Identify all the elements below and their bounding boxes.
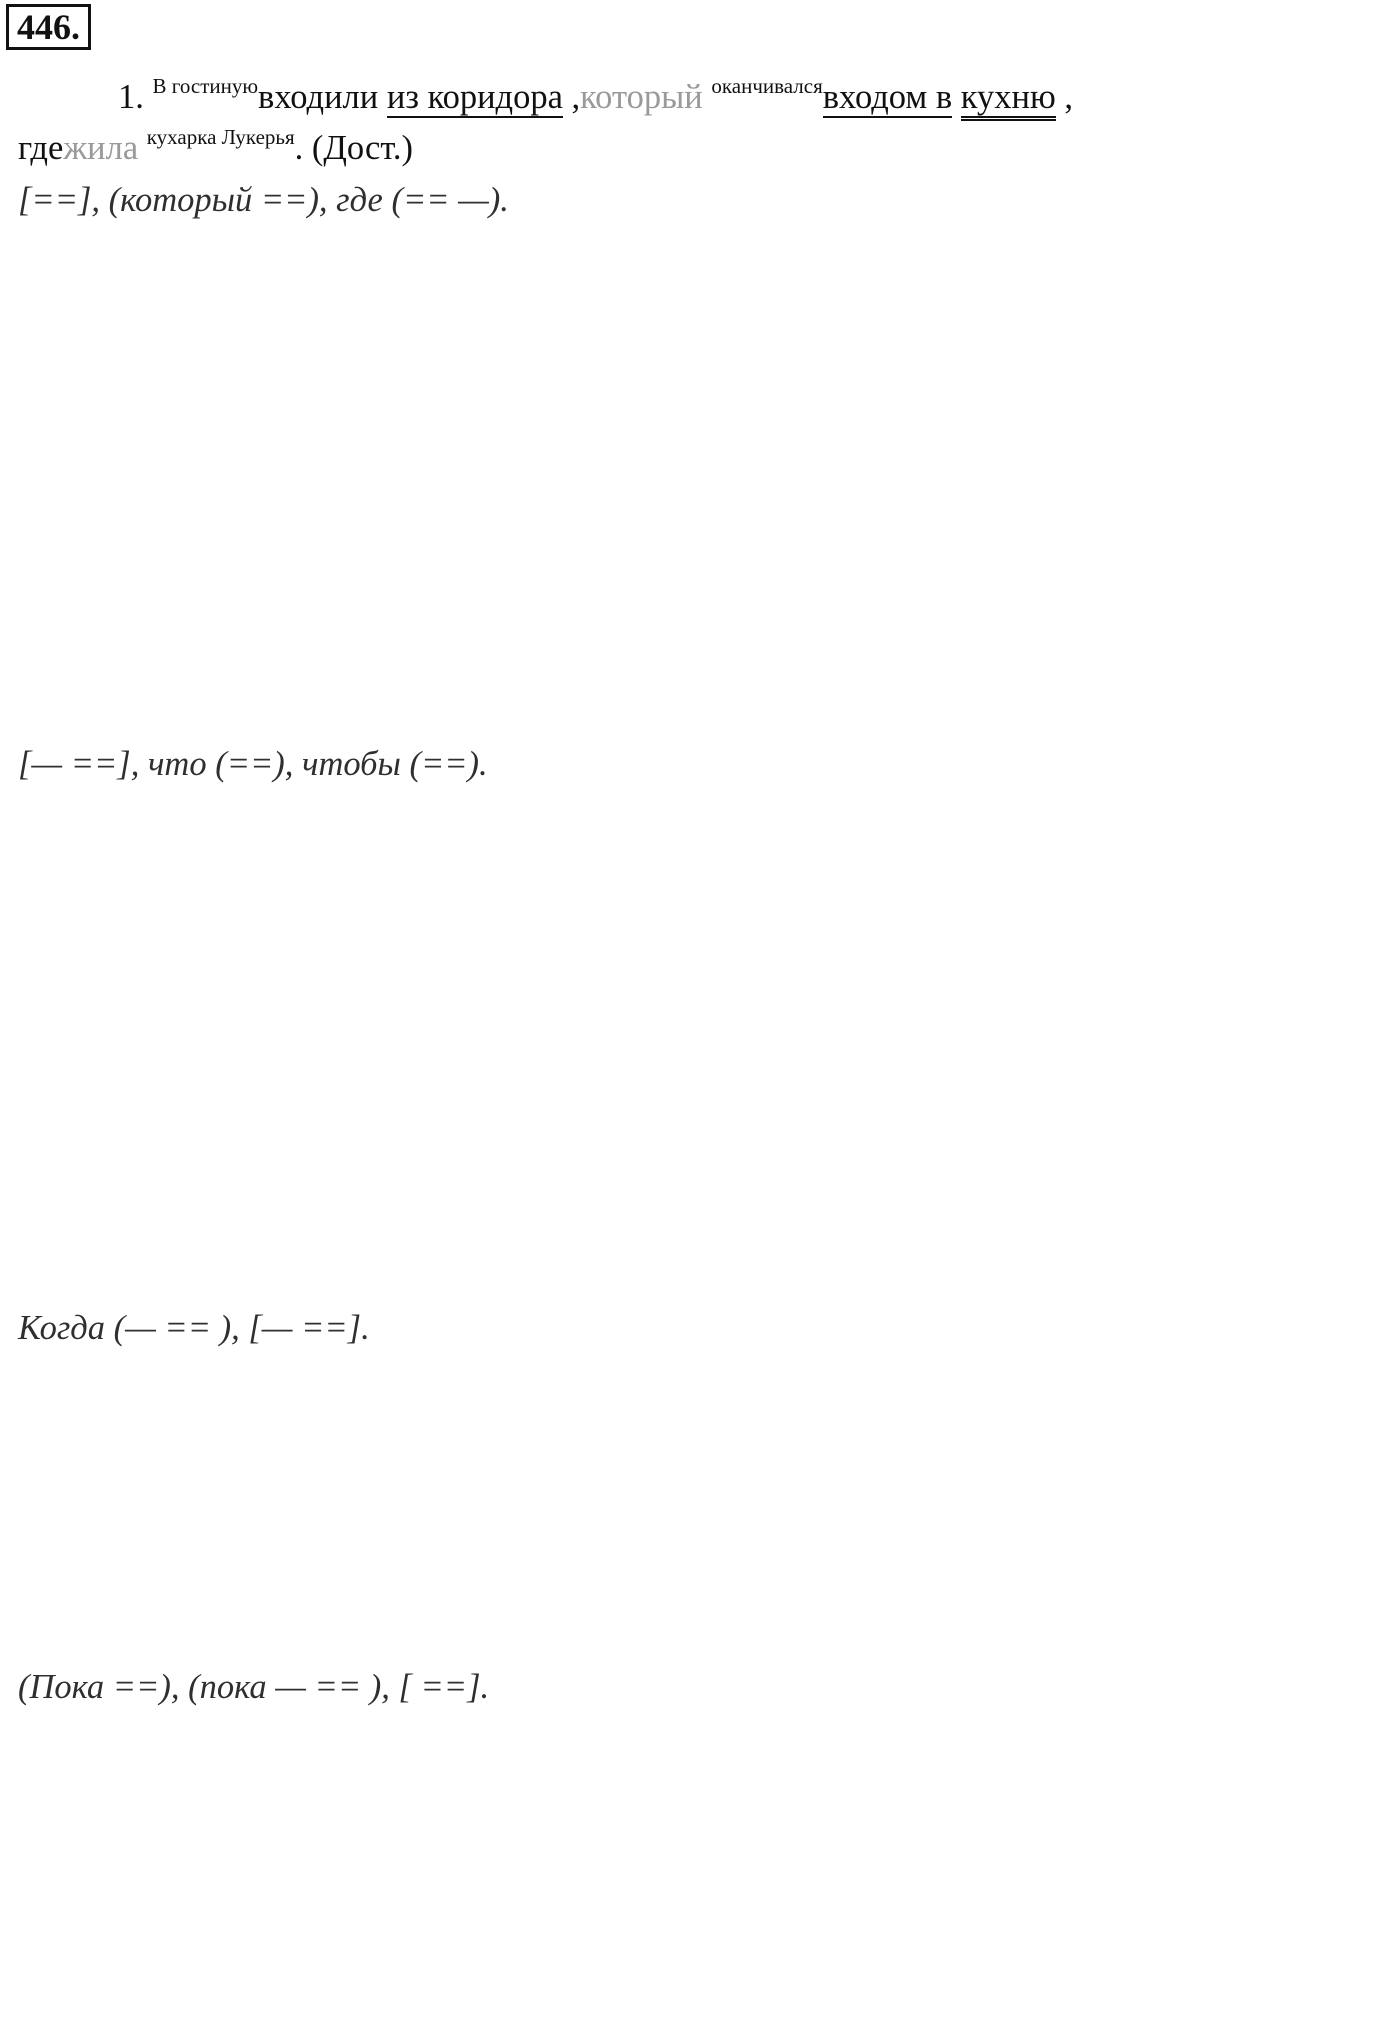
text-line [18, 1765, 1394, 1816]
item-1-analysis [18, 226, 1394, 636]
text-line: 1. $^{В гостиную}$входили из коридора ,который $^{оканчивался}$входом в кухню , [18, 72, 1394, 123]
text-line [18, 1816, 1394, 1867]
item-2-sentence [18, 636, 1394, 739]
text-line [18, 1867, 1394, 1918]
item-4-scheme: (Пока ==), (пока — == ), [ ==]. [18, 1668, 490, 1707]
item-4 [18, 1560, 1394, 1970]
item-2-scheme: [— ==], что (==), чтобы (==). [18, 744, 488, 783]
exercise-number: 446. [6, 4, 91, 50]
item-2 [18, 636, 1394, 1200]
text-line [18, 995, 1394, 1046]
item-1-scheme: [==], (который ==), где (== —). [18, 180, 509, 219]
text-line [18, 226, 1394, 277]
text-line [18, 1508, 1394, 1559]
text-line [18, 1252, 1394, 1303]
item-3-scheme: Когда (— == ), [— ==]. [18, 1309, 370, 1348]
item-1 [18, 72, 1394, 636]
text-line [18, 688, 1394, 739]
text-line [18, 636, 1394, 687]
text-line [18, 841, 1394, 892]
text-line [18, 1406, 1394, 1457]
item-4-sentence [18, 1560, 1394, 1663]
item-3-sentence [18, 1201, 1394, 1304]
text-line [18, 585, 1394, 636]
text-line [18, 534, 1394, 585]
text-line [18, 482, 1394, 533]
text-line [18, 944, 1394, 995]
text-line [18, 380, 1394, 431]
text-line [18, 1047, 1394, 1098]
item-3 [18, 1201, 1394, 1560]
item-3-analysis [18, 1354, 1394, 1559]
text-line [18, 1201, 1394, 1252]
text-line [18, 1970, 1394, 2021]
text-line [18, 277, 1394, 328]
text-line [18, 1560, 1394, 1611]
item-1-sentence [18, 72, 1394, 175]
text-line [18, 1457, 1394, 1508]
item-4-analysis [18, 1714, 1394, 1970]
text-line [18, 893, 1394, 944]
text-line [18, 1919, 1394, 1970]
item-5 [18, 1970, 1394, 2021]
text-line [18, 790, 1394, 841]
text-line [18, 1611, 1394, 1662]
text-line: гдежила $^{кухарка Лукерья}$. (Дост.) [18, 124, 413, 168]
exercise-text [18, 72, 1394, 2021]
item-5-sentence [18, 1970, 1394, 2021]
text-line [18, 1354, 1394, 1405]
text-line [18, 1098, 1394, 1149]
text-line [18, 1149, 1394, 1200]
text-line [18, 328, 1394, 379]
item-2-analysis [18, 790, 1394, 1200]
text-line [18, 431, 1394, 482]
text-line [18, 1714, 1394, 1765]
